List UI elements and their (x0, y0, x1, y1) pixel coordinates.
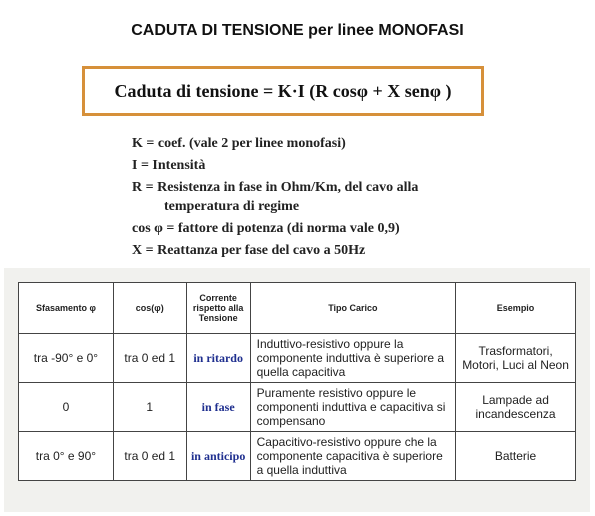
table-row (19, 432, 576, 481)
cell-sfasamento: tra 0° e 90° (19, 432, 114, 481)
cell-cos: 1 (113, 383, 186, 432)
header-cos: cos(φ) (113, 283, 186, 334)
header-sfasamento: Sfasamento φ (19, 283, 114, 334)
cell-corrente: in anticipo (186, 432, 250, 481)
definition-cos: cos φ = fattore di potenza (di norma vale 0,9) (132, 221, 400, 236)
cell-sfasamento: 0 (19, 383, 114, 432)
load-type-table (18, 282, 576, 481)
table-row (19, 383, 576, 432)
header-corrente: Corrente rispetto alla Tensione (186, 283, 250, 334)
cell-esempio: Lampade ad incandescenza (456, 383, 576, 432)
definition-r: R = Resistenza in fase in Ohm/Km, del cavo alla (132, 180, 419, 195)
definition-i: I = Intensità (132, 158, 206, 173)
table-header-row (19, 283, 576, 334)
table-panel (4, 268, 590, 512)
formula-text: Caduta di tensione = K·I (R cosφ + X senφ ) (114, 80, 452, 101)
cell-tipo-carico: Induttivo-resistivo oppure la componente induttiva è superiore a quella capacitiva (250, 334, 455, 383)
cell-corrente: in ritardo (186, 334, 250, 383)
cell-corrente: in fase (186, 383, 250, 432)
definitions-list (132, 134, 562, 263)
header-tipo-carico: Tipo Carico (250, 283, 455, 334)
definition-x: X = Reattanza per fase del cavo a 50Hz (132, 243, 366, 258)
formula-box (82, 66, 484, 116)
cell-cos: tra 0 ed 1 (113, 334, 186, 383)
cell-sfasamento: tra -90° e 0° (19, 334, 114, 383)
cell-esempio: Batterie (456, 432, 576, 481)
cell-esempio: Trasformatori, Motori, Luci al Neon (456, 334, 576, 383)
definition-r-continued: temperatura di regime (164, 199, 300, 214)
cell-tipo-carico: Puramente resistivo oppure le componenti induttiva e capacitiva si compensano (250, 383, 455, 432)
cell-cos: tra 0 ed 1 (113, 432, 186, 481)
header-esempio: Esempio (456, 283, 576, 334)
page-title: CADUTA DI TENSIONE per linee MONOFASI (131, 22, 464, 39)
cell-tipo-carico: Capacitivo-resistivo oppure che la componente capacitiva è superiore a quella induttiva (250, 432, 455, 481)
table-row (19, 334, 576, 383)
definition-k: K = coef. (vale 2 per linee monofasi) (132, 136, 346, 151)
